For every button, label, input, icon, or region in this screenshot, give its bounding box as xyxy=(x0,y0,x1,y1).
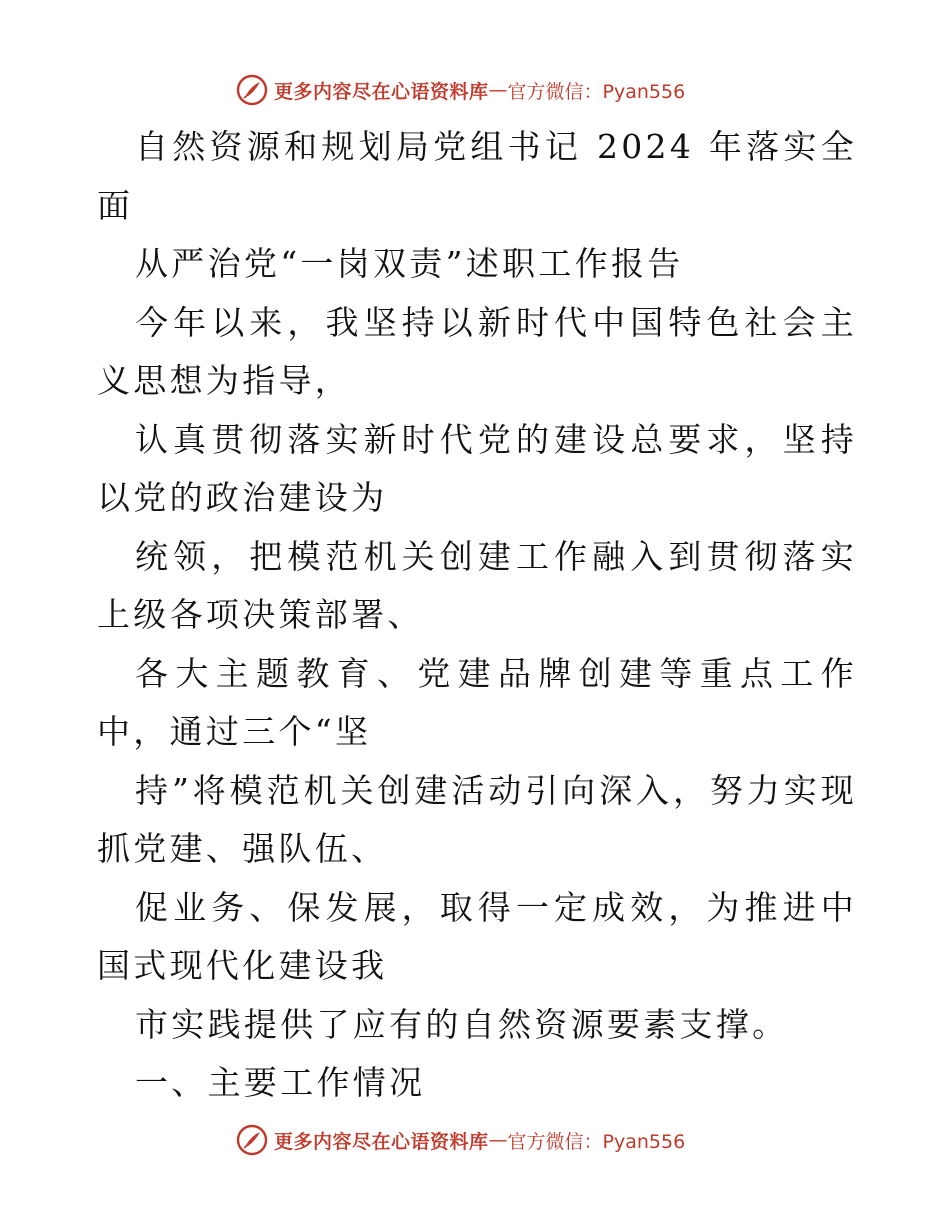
paragraph-4: 各大主题教育、党建品牌创建等重点工作中，通过三个“坚 xyxy=(97,653,857,751)
paragraph-2: 认真贯彻落实新时代党的建设总要求，坚持以党的政治建设为 xyxy=(97,419,857,517)
feather-seal-icon xyxy=(236,1124,268,1156)
document-body xyxy=(97,118,857,1113)
paragraph-1: 今年以来，我坚持以新时代中国特色社会主义思想为指导， xyxy=(97,302,857,400)
watermark-site-text: 更多内容尽在心语资料库 xyxy=(274,80,489,103)
paragraph-3: 统领，把模范机关创建工作融入到贯彻落实上级各项决策部署、 xyxy=(97,536,857,634)
watermark-wechat-text: 官方微信：Pyan556 xyxy=(507,80,686,103)
section-heading: 一、主要工作情况 xyxy=(135,1063,426,1102)
paragraph-5: 持”将模范机关创建活动引向深入，努力实现抓党建、强队伍、 xyxy=(97,770,857,868)
footer-watermark xyxy=(236,1122,685,1158)
feather-seal-icon xyxy=(236,74,268,106)
header-watermark xyxy=(236,72,685,108)
paragraph-6: 促业务、保发展，取得一定成效，为推进中国式现代化建设我 xyxy=(97,887,857,985)
document-title-line-2: 从严治党“一岗双责”述职工作报告 xyxy=(135,244,684,283)
watermark-wechat-text: 官方微信：Pyan556 xyxy=(507,1130,686,1153)
document-title-line-1: 自然资源和规划局党组书记 2024 年落实全面 xyxy=(97,127,857,225)
watermark-dash: — xyxy=(488,79,508,101)
watermark-site-text: 更多内容尽在心语资料库 xyxy=(274,1130,489,1153)
watermark-dash: — xyxy=(488,1129,508,1151)
paragraph-7: 市实践提供了应有的自然资源要素支撑。 xyxy=(135,1004,789,1044)
